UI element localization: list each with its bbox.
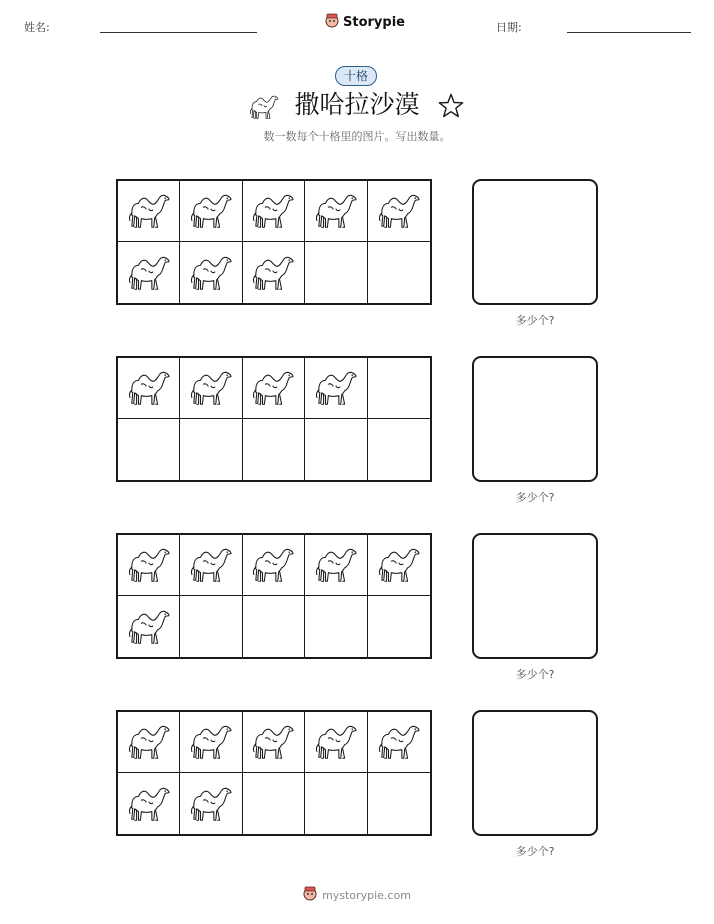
camel-icon [126, 190, 172, 232]
camel-icon [250, 367, 296, 409]
camel-icon [188, 190, 234, 232]
ten-frame-cell [180, 773, 242, 834]
ten-frame-cell [368, 773, 430, 834]
ten-frame-cell [180, 596, 242, 657]
answer-box[interactable] [472, 356, 598, 482]
answer-box[interactable] [472, 533, 598, 659]
how-many-label: 多少个? [515, 314, 555, 327]
date-line[interactable] [567, 32, 691, 33]
how-many-label: 多少个? [515, 491, 555, 504]
ten-frame-cell [243, 181, 305, 242]
footer-url: mystorypie.com [322, 888, 411, 902]
ten-frame [116, 356, 432, 482]
ten-frame-cell [305, 773, 367, 834]
ten-frame-cell [368, 181, 430, 242]
instructions: 数一数每个十格里的图片。写出数量。 [263, 130, 451, 143]
ten-frame-cell [118, 242, 180, 303]
camel-icon [250, 544, 296, 586]
ten-frame-cell [305, 712, 367, 773]
camel-icon [188, 783, 234, 825]
ten-frame-cell [305, 596, 367, 657]
storypie-logo-icon [303, 885, 317, 905]
brand [325, 12, 405, 32]
name-label: 姓名: [24, 21, 50, 34]
ten-frame-cell [368, 712, 430, 773]
how-many-label: 多少个? [515, 845, 555, 858]
category-badge: 十格 [335, 66, 377, 86]
camel-icon [188, 721, 234, 763]
ten-frame-cell [305, 419, 367, 480]
camel-icon [126, 721, 172, 763]
ten-frame [116, 179, 432, 305]
ten-frame-cell [118, 358, 180, 419]
ten-frame-cell [118, 419, 180, 480]
page-title: 撒哈拉沙漠 [294, 90, 420, 119]
camel-icon [250, 252, 296, 294]
answer-box[interactable] [472, 710, 598, 836]
ten-frame-cell [305, 535, 367, 596]
camel-icon [376, 190, 422, 232]
camel-icon [376, 721, 422, 763]
camel-icon [313, 544, 359, 586]
ten-frame-cell [243, 419, 305, 480]
how-many-label: 多少个? [515, 668, 555, 681]
ten-frame-cell [243, 596, 305, 657]
title-row [0, 88, 714, 124]
ten-frame-cell [368, 358, 430, 419]
camel-icon [126, 367, 172, 409]
ten-frame-cell [243, 535, 305, 596]
ten-frame-cell [243, 242, 305, 303]
ten-frame-cell [368, 419, 430, 480]
ten-frame-cell [180, 419, 242, 480]
ten-frame-cell [368, 535, 430, 596]
ten-frame-cell [118, 181, 180, 242]
camel-icon [248, 92, 280, 122]
camel-icon [126, 606, 172, 648]
ten-frame-cell [368, 596, 430, 657]
date-label: 日期: [496, 21, 522, 34]
camel-icon [250, 721, 296, 763]
ten-frame-cell [180, 181, 242, 242]
name-line[interactable] [100, 32, 257, 33]
ten-frame-cell [180, 535, 242, 596]
ten-frame-cell [118, 712, 180, 773]
camel-icon [126, 252, 172, 294]
ten-frame-cell [118, 596, 180, 657]
star-icon [437, 92, 465, 120]
camel-icon [126, 783, 172, 825]
ten-frame [116, 710, 432, 836]
camel-icon [313, 190, 359, 232]
camel-icon [188, 544, 234, 586]
ten-frame-cell [368, 242, 430, 303]
ten-frame-cell [180, 712, 242, 773]
camel-icon [188, 252, 234, 294]
storypie-logo-icon [325, 12, 339, 32]
camel-icon [250, 190, 296, 232]
ten-frame-cell [180, 358, 242, 419]
camel-icon [126, 544, 172, 586]
camel-icon [313, 367, 359, 409]
ten-frame [116, 533, 432, 659]
ten-frame-cell [243, 773, 305, 834]
ten-frame-cell [305, 358, 367, 419]
camel-icon [376, 544, 422, 586]
ten-frame-cell [243, 712, 305, 773]
ten-frame-cell [118, 773, 180, 834]
ten-frame-cell [118, 535, 180, 596]
ten-frame-cell [305, 181, 367, 242]
brand-name: Storypie [343, 14, 405, 30]
footer [0, 885, 714, 905]
ten-frame-cell [243, 358, 305, 419]
ten-frame-cell [305, 242, 367, 303]
ten-frame-cell [180, 242, 242, 303]
camel-icon [313, 721, 359, 763]
answer-box[interactable] [472, 179, 598, 305]
camel-icon [188, 367, 234, 409]
